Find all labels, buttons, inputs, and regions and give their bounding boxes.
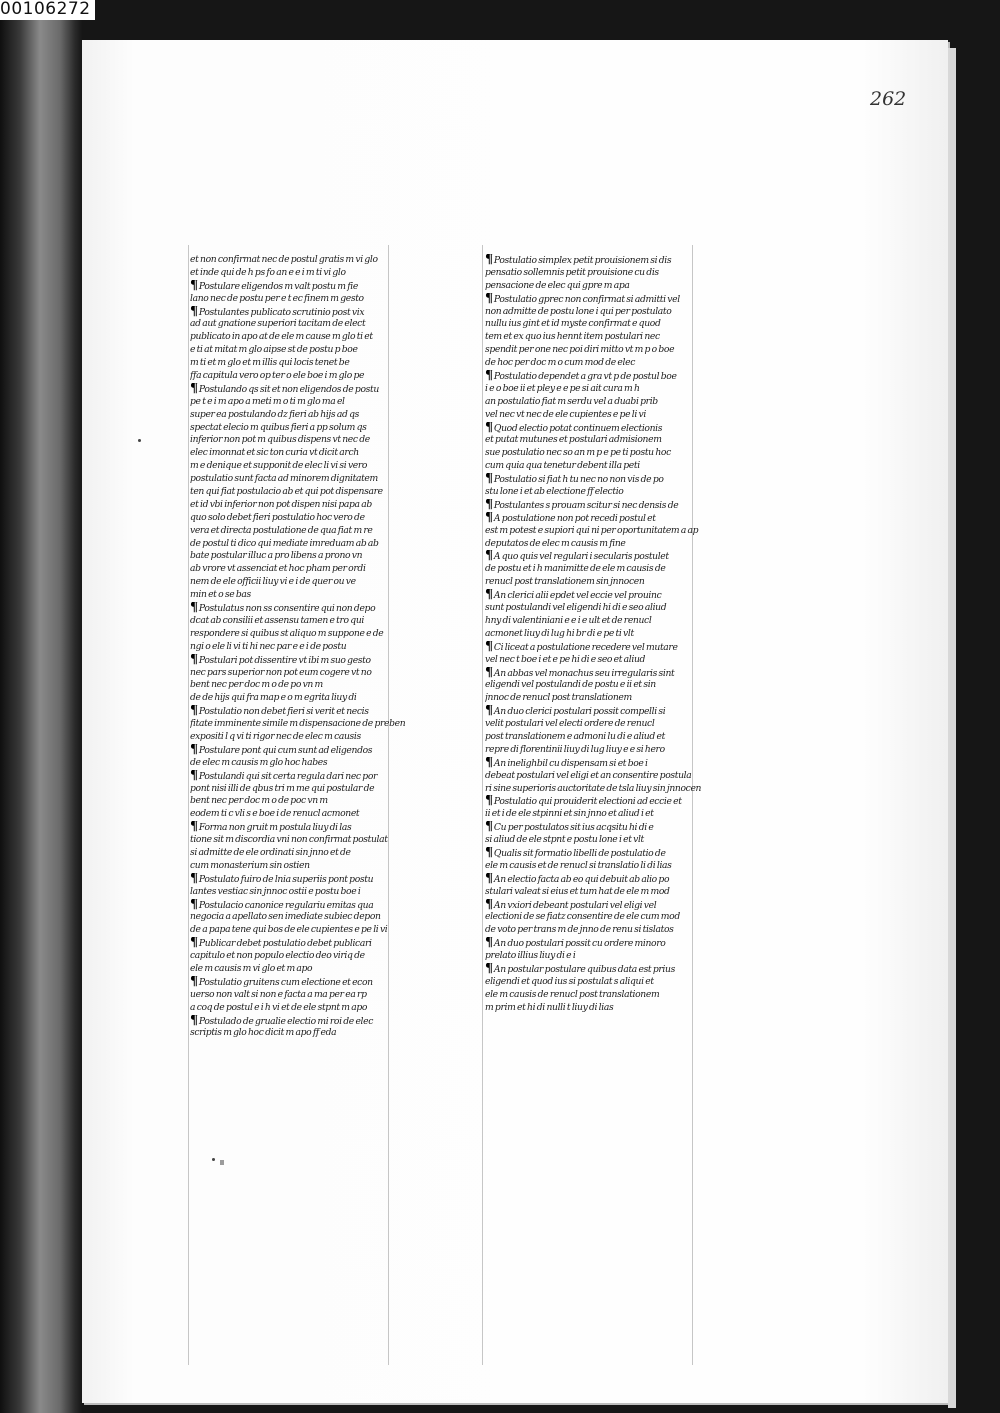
text-line: stu lone i et ab electione ff electio: [485, 486, 624, 498]
text-line: scriptis m glo hoc dicit m apo ff eda: [190, 1027, 337, 1039]
text-line: cum monasterium sin ostien: [190, 859, 310, 871]
text-line: negocia a apellato sen imediate subiec depon: [190, 911, 381, 923]
rubric-text-line: ¶ Postulantes s prouam scitur si nec densis de: [485, 499, 707, 512]
text-line: et inde qui de h ps fo an e e i m ti vi glo: [190, 266, 346, 278]
text-line: respondere si quibus st aliquo m suppone e de: [190, 627, 384, 639]
text-line: bent nec per doc m o de poc vn m: [190, 795, 328, 807]
rubric-text-line: ¶ Postulatio gprec non confirmat si admitti vel: [485, 293, 707, 306]
text-line: si admitte de ele ordinati sin jnno et de: [190, 846, 351, 858]
text-line: a coq de postul e i h vi et de ele stpnt m apo: [190, 1001, 368, 1013]
text-line: et id vbi inferior non pot dispen nisi papa ab: [190, 498, 372, 510]
text-line: spectat elecio m quibus fieri a pp solum qs: [190, 421, 367, 433]
text-line: lano nec de postu per e t ec finem m gesto: [190, 292, 364, 304]
text-line: de voto per trans m de jnno de renu si tislatos: [485, 924, 674, 936]
text-line: prelato illius liuy di e i: [485, 950, 576, 962]
text-line: de de hijs qui fra map e o m egrita liuy di: [190, 692, 357, 704]
rubric-text-line: ¶ Postulatio qui prouiderit electioni ad eccie et: [485, 795, 707, 808]
text-line: fitate imminente simile m dispensacione de preben: [190, 718, 406, 730]
text-line: sunt postulandi vel eligendi hi di e seo aliud: [485, 602, 667, 614]
text-line: eligendi et quod ius si postulat s aliqui et: [485, 975, 654, 987]
page-edge: [948, 48, 956, 1408]
text-line: electioni de se fiatz consentire de ele cum mod: [485, 911, 680, 923]
text-line: bent nec per doc m o de po vn m: [190, 679, 323, 691]
text-line: vel nec vt nec de ele cupientes e pe li vi: [485, 408, 646, 420]
text-line: de hoc per doc m o cum mod de elec: [485, 357, 635, 369]
rubric-text-line: ¶ Postulari pot dissentire vt ibi m suo gesto: [190, 654, 412, 667]
rubric-text-line: ¶ Forma non gruit m postula liuy di las: [190, 821, 412, 834]
text-line: repre di florentinii liuy di lug liuy e e si hero: [485, 743, 665, 755]
text-line: ab vrore vt assenciat et hoc pham per ordi: [190, 563, 366, 575]
text-line: velit postulari vel electi ordere de renucl: [485, 718, 655, 730]
right-text-column: [485, 254, 707, 1015]
text-line: ele m causis de renucl post translationem: [485, 988, 660, 1000]
text-line: tione sit m discordia vni non confirmat postulat: [190, 834, 388, 846]
margin-dot: [138, 439, 141, 442]
text-line: eligendi vel postulandi de postu e ii et sin: [485, 679, 656, 691]
text-line: non admitte de postu lone i qui per postulato: [485, 305, 672, 317]
text-line: quo solo debet fieri postulatio hoc vero de: [190, 511, 365, 523]
rubric-text-line: ¶ Postulatio simplex petit prouisionem si dis: [485, 254, 707, 267]
text-line: m e denique et supponit de elec li vi si vero: [190, 460, 368, 472]
folio-number: 262: [870, 88, 907, 110]
rubric-text-line: ¶ An vxiori debeant postulari vel eligi vel: [485, 899, 707, 912]
text-line: eodem ti c vli s e boe i de renucl acmonet: [190, 808, 360, 820]
text-line: capitulo et non populo electio deo viriq de: [190, 950, 365, 962]
text-line: pe t e i m apo a meti m o ti m glo ma el: [190, 395, 345, 407]
text-line: renucl post translationem sin jnnocen: [485, 576, 645, 588]
text-line: debeat postulari vel eligi et an consentire postula: [485, 769, 692, 781]
rubric-text-line: ¶ Cu per postulatos sit ius acqsitu hi di e: [485, 821, 707, 834]
text-line: cum quia qua tenetur debent illa peti: [485, 460, 640, 472]
ruling-line: [482, 245, 483, 1365]
rubric-text-line: ¶ An abbas vel monachus seu irregularis sint: [485, 667, 707, 680]
rubric-text-line: ¶ Postulare eligendos m valt postu m fie: [190, 280, 412, 293]
text-line: ele m causis m vi glo et m apo: [190, 962, 313, 974]
text-line: pensacione de elec qui gpre m apa: [485, 279, 630, 291]
text-line: et non confirmat nec de postul gratis m vi glo: [190, 254, 378, 265]
rubric-text-line: ¶ Publicar debet postulatio debet publicari: [190, 937, 412, 950]
rubric-text-line: ¶ Postulatus non ss consentire qui non depo: [190, 602, 412, 615]
text-line: uerso non valt si non e facta a ma per ea rp: [190, 988, 367, 1000]
text-line: sue postulatio nec so an m p e pe ti postu hoc: [485, 447, 671, 459]
text-line: de postul ti dico qui mediate imreduam ab ab: [190, 537, 379, 549]
text-line: vera et directa postulatione de qua fiat m re: [190, 524, 373, 536]
text-line: ngi o ele li vi ti hi nec par e e i de postu: [190, 640, 347, 652]
ruling-line: [188, 245, 189, 1365]
text-line: post translationem e admoni lu di e aliud et: [485, 730, 665, 742]
text-line: ele m causis et de renucl si translatio li di lias: [485, 859, 672, 871]
text-line: an postulatio fiat m serdu vel a duabi prib: [485, 395, 658, 407]
margin-dot: [212, 1158, 215, 1161]
rubric-text-line: ¶ A postulatione non pot recedi postul et: [485, 512, 707, 525]
left-text-column: [190, 254, 412, 1040]
text-line: est m potest e supiori qui ni per oportunitatem a ap: [485, 524, 699, 536]
rubric-text-line: ¶ An clerici alii epdet vel eccie vel prouinc: [485, 589, 707, 602]
rubric-text-line: ¶ An electio facta ab eo qui debuit ab alio po: [485, 873, 707, 886]
text-line: expositi l q vi ti rigor nec de elec m causis: [190, 730, 361, 742]
text-line: pensatio sollemnis petit prouisione cu dis: [485, 266, 659, 278]
text-line: hny di valentiniani e e i e ult et de renucl: [485, 614, 652, 626]
text-line: de a papa tene qui bos de ele cupientes e pe li vi: [190, 924, 388, 936]
text-line: inferior non pot m quibus dispens vt nec de: [190, 434, 370, 446]
text-line: super ea postulando dz fieri ab hijs ad qs: [190, 408, 359, 420]
text-line: i e o boe ii et pley e e pe si ait cura m h: [485, 382, 640, 394]
text-line: ffa capitula vero op ter o ele boe i m glo pe: [190, 370, 365, 382]
text-line: bate postular illuc a pro libens a prono vn: [190, 550, 363, 562]
text-line: nem de ele officii liuy vi e i de quer ou ve: [190, 576, 356, 588]
text-line: ii et i de ele stpinni et sin jnno et aliud i et: [485, 808, 654, 820]
rubric-text-line: ¶ Postulacio canonice regulariu emitas qua: [190, 899, 412, 912]
text-line: jnnoc de renucl post translationem: [485, 692, 632, 704]
text-line: de elec m causis m glo hoc habes: [190, 756, 328, 768]
text-line: m ti et m glo et m illis qui locis tenet be: [190, 357, 350, 369]
rubric-text-line: ¶ Postulato fuiro de lnia superiis pont postu: [190, 873, 412, 886]
text-line: dcat ab consilii et assensu tamen e tro qui: [190, 614, 364, 626]
text-line: spendit per one nec poi diri mitto vt m p o boe: [485, 344, 675, 356]
text-line: postulatio sunt facta ad minorem dignitatem: [190, 473, 378, 485]
text-line: nec pars superior non pot eum cogere vt no: [190, 666, 372, 678]
rubric-text-line: ¶ Postulatio si fiat h tu nec no non vis de po: [485, 473, 707, 486]
rubric-text-line: ¶ Postulantes publicato scrutinio post vix: [190, 306, 412, 319]
rubric-text-line: ¶ An duo postulari possit cu ordere minoro: [485, 937, 707, 950]
rubric-text-line: ¶ Postulatio non debet fieri si verit et necis: [190, 705, 412, 718]
rubric-text-line: ¶ Postulando qs sit et non eligendos de postu: [190, 383, 412, 396]
rubric-text-line: ¶ An inelighbil cu dispensam si et boe i: [485, 757, 707, 770]
text-line: m prim et hi di nulli t liuy di lias: [485, 1001, 614, 1013]
pricking-mark: [220, 1160, 224, 1165]
text-line: publicato in apo at de ele m cause m glo ti et: [190, 331, 373, 343]
rubric-text-line: ¶ An duo clerici postulari possit compelli si: [485, 705, 707, 718]
text-line: vel nec t boe i et e pe hi di e seo et aliud: [485, 653, 646, 665]
text-line: lantes vestiac sin jnnoc ostii e postu boe i: [190, 885, 361, 897]
rubric-text-line: ¶ Ci liceat a postulatione recedere vel mutare: [485, 641, 707, 654]
text-line: nullu ius gint et id myste confirmat e quod: [485, 318, 661, 330]
rubric-text-line: ¶ Postulare pont qui cum sunt ad eligendos: [190, 744, 412, 757]
rubric-text-line: ¶ Quod electio potat continuem electionis: [485, 422, 707, 435]
text-line: ad aut gnatione superiori tacitam de elect: [190, 318, 366, 330]
text-line: elec imonnat et sic ton curia vt dicit arch: [190, 447, 359, 459]
rubric-text-line: ¶ An postular postulare quibus data est prius: [485, 963, 707, 976]
text-line: de postu et i h manimitte de ele m causis de: [485, 563, 666, 575]
archive-id-label: 00106272: [0, 0, 95, 20]
rubric-text-line: ¶ Postulatio gruitens cum electione et econ: [190, 976, 412, 989]
text-line: et putat mutunes et postulari admisionem: [485, 434, 662, 446]
text-line: tem et ex quo ius hennt item postulari nec: [485, 331, 660, 343]
rubric-text-line: ¶ A quo quis vel regulari i secularis postulet: [485, 550, 707, 563]
text-line: pont nisi illi de qbus tri m me qui postular de: [190, 782, 375, 794]
rubric-text-line: ¶ Postulandi qui sit certa regula dari nec por: [190, 770, 412, 783]
text-line: e ti at mitat m glo aipse st de postu p boe: [190, 344, 358, 356]
text-line: si aliud de ele stpnt e postu lone i et vlt: [485, 834, 644, 846]
text-line: min et o se bas: [190, 589, 251, 601]
text-line: ri sine superioris auctoritate de tsla liuy sin jnnocen: [485, 782, 702, 794]
text-line: stulari valeat si eius et tum hat de ele m mod: [485, 885, 670, 897]
rubric-text-line: ¶ Postulatio dependet a gra vt p de postul boe: [485, 370, 707, 383]
manuscript-page: [82, 40, 948, 1403]
text-line: ten qui fiat postulacio ab et qui pot dispensare: [190, 486, 383, 498]
text-line: deputatos de elec m causis m fine: [485, 537, 626, 549]
rubric-text-line: ¶ Postulado de grualie electio mi roi de elec: [190, 1015, 412, 1028]
rubric-text-line: ¶ Qualis sit formatio libelli de postulatio de: [485, 847, 707, 860]
text-line: acmonet liuy di lug hi br di e pe ti vlt: [485, 627, 634, 639]
